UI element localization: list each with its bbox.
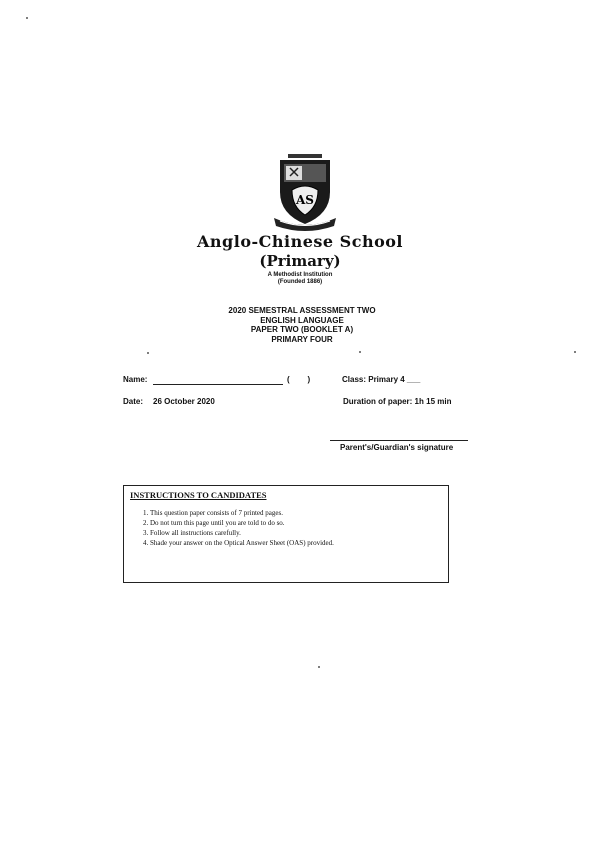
signature-label: Parent's/Guardian's signature bbox=[340, 443, 454, 452]
scan-speck bbox=[574, 351, 576, 353]
duration-text: Duration of paper: 1h 15 min bbox=[343, 397, 452, 406]
instructions-box bbox=[123, 485, 449, 583]
instruction-item: 1. This question paper consists of 7 printed pages. bbox=[150, 508, 334, 518]
scan-speck bbox=[147, 352, 149, 354]
instructions-list bbox=[138, 508, 334, 548]
date-label: Date: bbox=[123, 397, 144, 406]
scan-speck bbox=[359, 351, 361, 353]
instruction-item: 4. Shade your answer on the Optical Answer Sheet (OAS) provided. bbox=[150, 538, 334, 548]
name-line bbox=[153, 384, 283, 385]
exam-title-line-2: ENGLISH LANGUAGE bbox=[260, 315, 344, 325]
scan-speck bbox=[318, 666, 320, 668]
exam-title-block bbox=[0, 306, 600, 344]
exam-title-line-4: PRIMARY FOUR bbox=[271, 334, 333, 344]
class-label: Class: Primary 4 ___ bbox=[342, 375, 421, 384]
school-crest-icon bbox=[270, 152, 340, 232]
school-subname: (Primary) bbox=[259, 252, 341, 270]
scan-speck bbox=[26, 17, 28, 19]
instructions-heading: INSTRUCTIONS TO CANDIDATES bbox=[130, 490, 267, 500]
motto-line-2: (Founded 1886) bbox=[277, 279, 323, 285]
instruction-item: 3. Follow all instructions carefully. bbox=[150, 528, 334, 538]
exam-title-line-1: 2020 SEMESTRAL ASSESSMENT TWO bbox=[228, 306, 376, 315]
school-motto bbox=[0, 272, 600, 286]
school-name: Anglo-Chinese School bbox=[197, 232, 403, 251]
instruction-item: 2. Do not turn this page until you are told to do so. bbox=[150, 518, 334, 528]
exam-title-line-3: PAPER TWO (BOOKLET A) bbox=[250, 325, 354, 334]
name-label: Name: bbox=[123, 375, 148, 384]
register-number-brackets: ( ) bbox=[287, 375, 311, 384]
svg-text:AS: AS bbox=[296, 193, 314, 207]
motto-line-1: A Methodist Institution bbox=[267, 272, 333, 278]
date-value: 26 October 2020 bbox=[153, 397, 215, 406]
signature-line bbox=[330, 440, 468, 441]
